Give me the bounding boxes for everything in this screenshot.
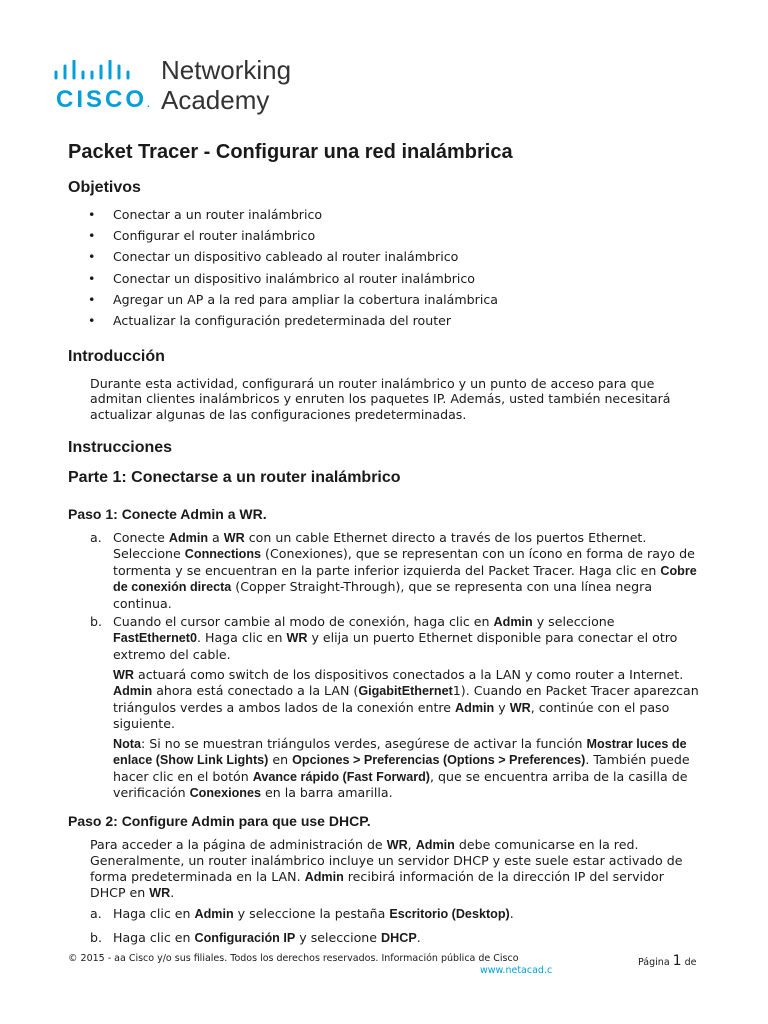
page-title: Packet Tracer - Configurar una red inalámbrica xyxy=(68,141,513,163)
objectives-list xyxy=(88,207,688,334)
step1-note: Nota: Si no se muestran triángulos verdes, asegúrese de activar la función Mostrar luces de enlace (Show Link Lights) en Opciones > Preferencias (Options > Preferences). También puede hacer clic en el botón Avance rápido (Fast Forward), que se encuentra arriba de la casilla de verificación Conexiones en la barra amarilla. xyxy=(113,736,690,801)
step1-b: b. Cuando el cursor cambie al modo de conexión, haga clic en Admin y seleccione FastEthernet0. Haga clic en WR y elija un puerto Ethernet disponible para conectar el otro extremo del cable. xyxy=(90,614,678,662)
step2-b: b. Haga clic en Configuración IP y seleccione DHCP. xyxy=(90,930,421,945)
part1-heading: Parte 1: Conectarse a un router inalámbrico xyxy=(68,469,401,486)
footer-link[interactable]: www.netacad.c xyxy=(480,965,553,976)
step-label: a. xyxy=(90,530,102,545)
intro-heading: Introducción xyxy=(68,348,165,365)
logo-networking: Networking xyxy=(161,55,292,85)
intro-paragraph: Durante esta actividad, configurará un router inalámbrico y un punto de acceso para que admitan clientes inalámbricos y enruten los paquetes IP. Además, usted también necesitará actualizar algunas de las configuraciones predeterminadas. xyxy=(90,376,671,422)
step1-heading: Paso 1: Conecte Admin a WR. xyxy=(68,506,267,522)
step2-a: a. Haga clic en Admin y seleccione la pestaña Escritorio (Desktop). xyxy=(90,906,514,921)
step2-intro: Para acceder a la página de administración de WR, Admin debe comunicarse en la red. Generalmente, un router inalámbrico incluye un servidor DHCP y este suele estar activado de forma predeterminada en la LAN. Admin recibirá información de la dirección IP del servidor DHCP en WR. xyxy=(90,837,683,901)
footer-copyright: © 2015 - aa Cisco y/o sus filiales. Todos los derechos reservados. Información pública de Cisco xyxy=(68,953,519,964)
step-label: b. xyxy=(90,614,102,629)
list-item: • Actualizar la configuración predeterminada del router xyxy=(88,313,688,334)
logo-academy: Academy xyxy=(161,85,270,115)
step2-heading: Paso 2: Configure Admin para que use DHCP. xyxy=(68,813,371,829)
cisco-bars-icon xyxy=(54,60,136,82)
step1-a: a. Conecte Admin a WR con un cable Ethernet directo a través de los puertos Ethernet. Seleccione Connections (Conexiones), que se representan con un ícono en forma de rayo de tormenta y se encuentran en la parte inferior izquierda del Packet Tracer. Haga clic en Cobre de conexión directa (Copper Straight-Through), que se representa con una línea negra continua. xyxy=(90,530,697,611)
list-item: • Conectar un dispositivo cableado al router inalámbrico xyxy=(88,249,688,270)
instructions-heading: Instrucciones xyxy=(68,439,173,456)
step-label: a. xyxy=(90,906,102,921)
cisco-wordmark: CISCO. xyxy=(56,86,150,113)
step-label: b. xyxy=(90,930,102,945)
list-item: • Configurar el router inalámbrico xyxy=(88,228,688,249)
page-number: Página 1 de xyxy=(638,953,697,969)
list-item: • Agregar un AP a la red para ampliar la cobertura inalámbrica xyxy=(88,292,688,313)
step1-b-paragraph: WR actuará como switch de los dispositivos conectados a la LAN y como router a Internet. Admin ahora está conectado a la LAN (GigabitEthernet1). Cuando en Packet Tracer aparezcan triángulos verdes a ambos lados de la conexión entre Admin y WR, continúe con el paso siguiente. xyxy=(113,667,699,732)
list-item: • Conectar a un router inalámbrico xyxy=(88,207,688,228)
list-item: • Conectar un dispositivo inalámbrico al router inalámbrico xyxy=(88,271,688,292)
objectives-heading: Objetivos xyxy=(68,179,141,196)
